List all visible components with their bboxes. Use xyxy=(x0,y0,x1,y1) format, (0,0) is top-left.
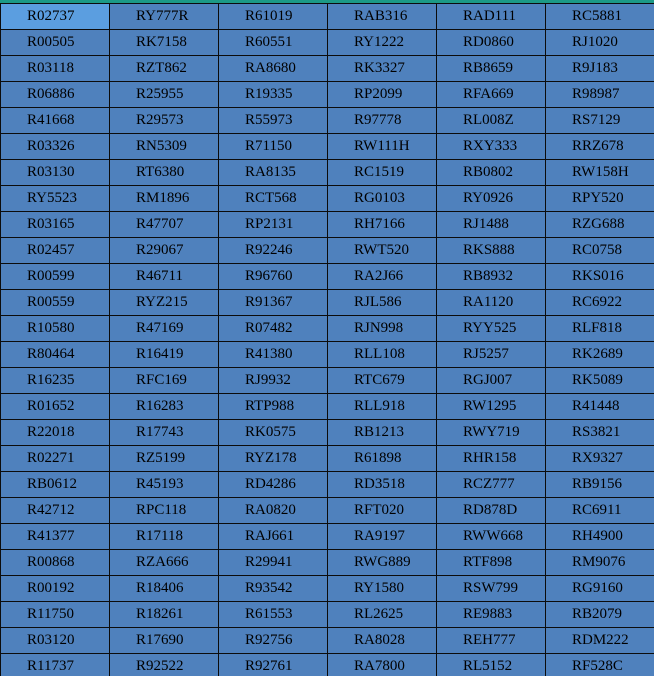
grid-cell[interactable]: RA8028 xyxy=(328,628,437,654)
table-row xyxy=(1,550,654,576)
grid-cell[interactable]: RJ5257 xyxy=(437,342,546,368)
table-row xyxy=(1,56,654,82)
grid-cell[interactable]: RXY333 xyxy=(437,134,546,160)
grid-cell[interactable]: R03326 xyxy=(1,134,110,160)
table-row xyxy=(1,628,654,654)
grid-cell[interactable]: RA8680 xyxy=(219,56,328,82)
grid-cell[interactable]: RB0612 xyxy=(1,472,110,498)
grid-cell[interactable]: RW1295 xyxy=(437,394,546,420)
grid-cell[interactable]: RJL586 xyxy=(328,290,437,316)
grid-cell[interactable]: RW111H xyxy=(328,134,437,160)
grid-cell[interactable]: RJ9932 xyxy=(219,368,328,394)
grid-cell[interactable]: R17118 xyxy=(110,524,219,550)
grid-cell[interactable]: R92246 xyxy=(219,238,328,264)
grid-cell[interactable]: RH4900 xyxy=(546,524,654,550)
grid-cell[interactable]: R19335 xyxy=(219,82,328,108)
grid-cell[interactable]: R02457 xyxy=(1,238,110,264)
table-row xyxy=(1,394,654,420)
grid-cell[interactable]: R61553 xyxy=(219,602,328,628)
grid-cell[interactable]: RCZ777 xyxy=(437,472,546,498)
table-row xyxy=(1,498,654,524)
grid-cell[interactable]: R02271 xyxy=(1,446,110,472)
grid-cell[interactable]: R16283 xyxy=(110,394,219,420)
grid-cell[interactable]: REH777 xyxy=(437,628,546,654)
grid-cell[interactable]: R03118 xyxy=(1,56,110,82)
grid-cell[interactable]: RPY520 xyxy=(546,186,654,212)
grid-cell[interactable]: RA7800 xyxy=(328,654,437,676)
grid-cell[interactable]: R98987 xyxy=(546,82,654,108)
grid-cell[interactable]: RRZ678 xyxy=(546,134,654,160)
grid-cell[interactable]: RB8659 xyxy=(437,56,546,82)
grid-cell[interactable]: RWY719 xyxy=(437,420,546,446)
grid-cell[interactable]: RZT862 xyxy=(110,56,219,82)
grid-cell[interactable]: R47169 xyxy=(110,316,219,342)
grid-cell[interactable]: R00559 xyxy=(1,290,110,316)
grid-cell[interactable]: RA9197 xyxy=(328,524,437,550)
grid-cell[interactable]: R16235 xyxy=(1,368,110,394)
grid-cell[interactable]: R18406 xyxy=(110,576,219,602)
grid-cell[interactable]: RPC118 xyxy=(110,498,219,524)
grid-cell[interactable]: RH7166 xyxy=(328,212,437,238)
grid-cell[interactable]: RLF818 xyxy=(546,316,654,342)
grid-cell[interactable]: R60551 xyxy=(219,30,328,56)
grid-cell[interactable]: RD3518 xyxy=(328,472,437,498)
table-row xyxy=(1,446,654,472)
grid-cell[interactable]: R47707 xyxy=(110,212,219,238)
grid-cell[interactable]: RTP988 xyxy=(219,394,328,420)
grid-cell[interactable]: R17690 xyxy=(110,628,219,654)
grid-cell[interactable]: R03130 xyxy=(1,160,110,186)
grid-cell[interactable]: R96760 xyxy=(219,264,328,290)
grid-cell[interactable]: R03120 xyxy=(1,628,110,654)
grid-cell[interactable]: R29941 xyxy=(219,550,328,576)
grid-cell[interactable]: R41380 xyxy=(219,342,328,368)
grid-cell[interactable]: RT6380 xyxy=(110,160,219,186)
table-row xyxy=(1,238,654,264)
grid-cell[interactable]: RY1580 xyxy=(328,576,437,602)
grid-cell[interactable]: RJN998 xyxy=(328,316,437,342)
grid-cell[interactable]: RKS016 xyxy=(546,264,654,290)
table-row xyxy=(1,316,654,342)
grid-cell[interactable]: RB9156 xyxy=(546,472,654,498)
grid-cell[interactable]: RGJ007 xyxy=(437,368,546,394)
grid-cell[interactable]: RL2625 xyxy=(328,602,437,628)
grid-cell[interactable]: RA0820 xyxy=(219,498,328,524)
grid-cell[interactable]: RZG688 xyxy=(546,212,654,238)
grid-cell[interactable]: RDM222 xyxy=(546,628,654,654)
table-row xyxy=(1,82,654,108)
grid-cell[interactable]: R92761 xyxy=(219,654,328,676)
table-row xyxy=(1,30,654,56)
grid-cell[interactable]: R22018 xyxy=(1,420,110,446)
grid-cell[interactable]: R16419 xyxy=(110,342,219,368)
grid-cell[interactable]: R00868 xyxy=(1,550,110,576)
grid-cell[interactable]: RS7129 xyxy=(546,108,654,134)
grid-cell[interactable]: RWT520 xyxy=(328,238,437,264)
grid-cell[interactable]: RZA666 xyxy=(110,550,219,576)
grid-cell[interactable]: RC6922 xyxy=(546,290,654,316)
table-row xyxy=(1,160,654,186)
grid-cell[interactable]: RJ1488 xyxy=(437,212,546,238)
table-body xyxy=(1,4,654,676)
table-row xyxy=(1,420,654,446)
grid-cell[interactable]: R10580 xyxy=(1,316,110,342)
grid-cell[interactable]: RKS888 xyxy=(437,238,546,264)
table-row xyxy=(1,186,654,212)
grid-cell[interactable]: RB8932 xyxy=(437,264,546,290)
grid-cell[interactable]: RK2689 xyxy=(546,342,654,368)
grid-cell[interactable]: RK3327 xyxy=(328,56,437,82)
grid-cell[interactable]: RJ1020 xyxy=(546,30,654,56)
grid-cell[interactable]: RAJ661 xyxy=(219,524,328,550)
grid-cell[interactable]: R41448 xyxy=(546,394,654,420)
table-row xyxy=(1,342,654,368)
grid-cell[interactable]: RN5309 xyxy=(110,134,219,160)
grid-cell[interactable]: RL008Z xyxy=(437,108,546,134)
grid-cell[interactable]: RD0860 xyxy=(437,30,546,56)
grid-cell[interactable]: RK5089 xyxy=(546,368,654,394)
grid-cell[interactable]: RC6911 xyxy=(546,498,654,524)
grid-cell[interactable]: RFT020 xyxy=(328,498,437,524)
grid-cell[interactable]: RB0802 xyxy=(437,160,546,186)
grid-cell[interactable]: RS3821 xyxy=(546,420,654,446)
grid-cell[interactable]: R03165 xyxy=(1,212,110,238)
grid-cell[interactable]: R29067 xyxy=(110,238,219,264)
grid-cell[interactable]: RYZ178 xyxy=(219,446,328,472)
table-row xyxy=(1,524,654,550)
data-table xyxy=(0,3,654,676)
grid-cell[interactable]: RYY525 xyxy=(437,316,546,342)
grid-cell[interactable]: RTC679 xyxy=(328,368,437,394)
grid-cell[interactable]: RTF898 xyxy=(437,550,546,576)
table-row xyxy=(1,602,654,628)
grid-cell[interactable]: R11750 xyxy=(1,602,110,628)
grid-cell[interactable]: RL5152 xyxy=(437,654,546,676)
grid-cell[interactable]: RY1222 xyxy=(328,30,437,56)
table-row xyxy=(1,134,654,160)
grid-cell[interactable]: R11737 xyxy=(1,654,110,676)
grid-cell[interactable]: RF528C xyxy=(546,654,654,676)
grid-cell[interactable]: R02737 xyxy=(1,4,110,30)
grid-cell[interactable]: R42712 xyxy=(1,498,110,524)
grid-cell[interactable]: RWG889 xyxy=(328,550,437,576)
grid-cell[interactable]: R00599 xyxy=(1,264,110,290)
grid-cell[interactable]: RY0926 xyxy=(437,186,546,212)
grid-cell[interactable]: R07482 xyxy=(219,316,328,342)
table-row xyxy=(1,212,654,238)
grid-cell[interactable]: RD878D xyxy=(437,498,546,524)
grid-cell[interactable]: R41668 xyxy=(1,108,110,134)
grid-cell[interactable]: RP2131 xyxy=(219,212,328,238)
grid-cell[interactable]: R00505 xyxy=(1,30,110,56)
grid-cell[interactable]: R41377 xyxy=(1,524,110,550)
grid-cell[interactable]: RZ5199 xyxy=(110,446,219,472)
grid-cell[interactable]: RE9883 xyxy=(437,602,546,628)
grid-cell[interactable]: R71150 xyxy=(219,134,328,160)
grid-cell[interactable]: R9J183 xyxy=(546,56,654,82)
grid-cell[interactable]: RM1896 xyxy=(110,186,219,212)
grid-cell[interactable]: R01652 xyxy=(1,394,110,420)
grid-cell[interactable]: RCT568 xyxy=(219,186,328,212)
grid-cell[interactable]: R97778 xyxy=(328,108,437,134)
grid-cell[interactable]: RP2099 xyxy=(328,82,437,108)
table-row xyxy=(1,576,654,602)
grid-cell[interactable]: RC0758 xyxy=(546,238,654,264)
grid-cell[interactable]: R61019 xyxy=(219,4,328,30)
table-row xyxy=(1,368,654,394)
table-row xyxy=(1,108,654,134)
grid-cell[interactable]: RW158H xyxy=(546,160,654,186)
grid-cell[interactable]: RY777R xyxy=(110,4,219,30)
grid-cell[interactable]: RB2079 xyxy=(546,602,654,628)
grid-cell[interactable]: RYZ215 xyxy=(110,290,219,316)
grid-cell[interactable]: R55973 xyxy=(219,108,328,134)
grid-cell[interactable]: RC1519 xyxy=(328,160,437,186)
grid-cell[interactable]: RM9076 xyxy=(546,550,654,576)
grid-cell[interactable]: R46711 xyxy=(110,264,219,290)
table-row xyxy=(1,472,654,498)
grid-cell[interactable]: RLL108 xyxy=(328,342,437,368)
grid-cell[interactable]: R25955 xyxy=(110,82,219,108)
grid-cell[interactable]: RHR158 xyxy=(437,446,546,472)
grid-cell[interactable]: RG0103 xyxy=(328,186,437,212)
grid-cell[interactable]: RK7158 xyxy=(110,30,219,56)
grid-cell[interactable]: RFC169 xyxy=(110,368,219,394)
grid-cell[interactable]: R29573 xyxy=(110,108,219,134)
grid-cell[interactable]: RY5523 xyxy=(1,186,110,212)
grid-cell[interactable]: R91367 xyxy=(219,290,328,316)
grid-cell[interactable]: R92522 xyxy=(110,654,219,676)
grid-cell[interactable]: RFA669 xyxy=(437,82,546,108)
grid-cell[interactable]: RK0575 xyxy=(219,420,328,446)
grid-cell[interactable]: R61898 xyxy=(328,446,437,472)
grid-cell[interactable]: RB1213 xyxy=(328,420,437,446)
grid-cell[interactable]: RX9327 xyxy=(546,446,654,472)
grid-cell[interactable]: RWW668 xyxy=(437,524,546,550)
grid-cell[interactable]: RA2J66 xyxy=(328,264,437,290)
grid-cell[interactable]: RC5881 xyxy=(546,4,654,30)
grid-cell[interactable]: R45193 xyxy=(110,472,219,498)
grid-cell[interactable]: RD4286 xyxy=(219,472,328,498)
grid-cell[interactable]: RAD111 xyxy=(437,4,546,30)
table-row xyxy=(1,290,654,316)
grid-cell[interactable]: R00192 xyxy=(1,576,110,602)
grid-cell[interactable]: R06886 xyxy=(1,82,110,108)
grid-cell[interactable]: RA8135 xyxy=(219,160,328,186)
table-row xyxy=(1,4,654,30)
grid-cell[interactable]: R18261 xyxy=(110,602,219,628)
grid-cell[interactable]: RAB316 xyxy=(328,4,437,30)
table-row xyxy=(1,264,654,290)
grid-cell[interactable]: R93542 xyxy=(219,576,328,602)
grid-cell[interactable]: R92756 xyxy=(219,628,328,654)
grid-cell[interactable]: RG9160 xyxy=(546,576,654,602)
grid-cell[interactable]: RSW799 xyxy=(437,576,546,602)
grid-cell[interactable]: R80464 xyxy=(1,342,110,368)
grid-cell[interactable]: R17743 xyxy=(110,420,219,446)
grid-cell[interactable]: RLL918 xyxy=(328,394,437,420)
table-row xyxy=(1,654,654,676)
grid-cell[interactable]: RA1120 xyxy=(437,290,546,316)
